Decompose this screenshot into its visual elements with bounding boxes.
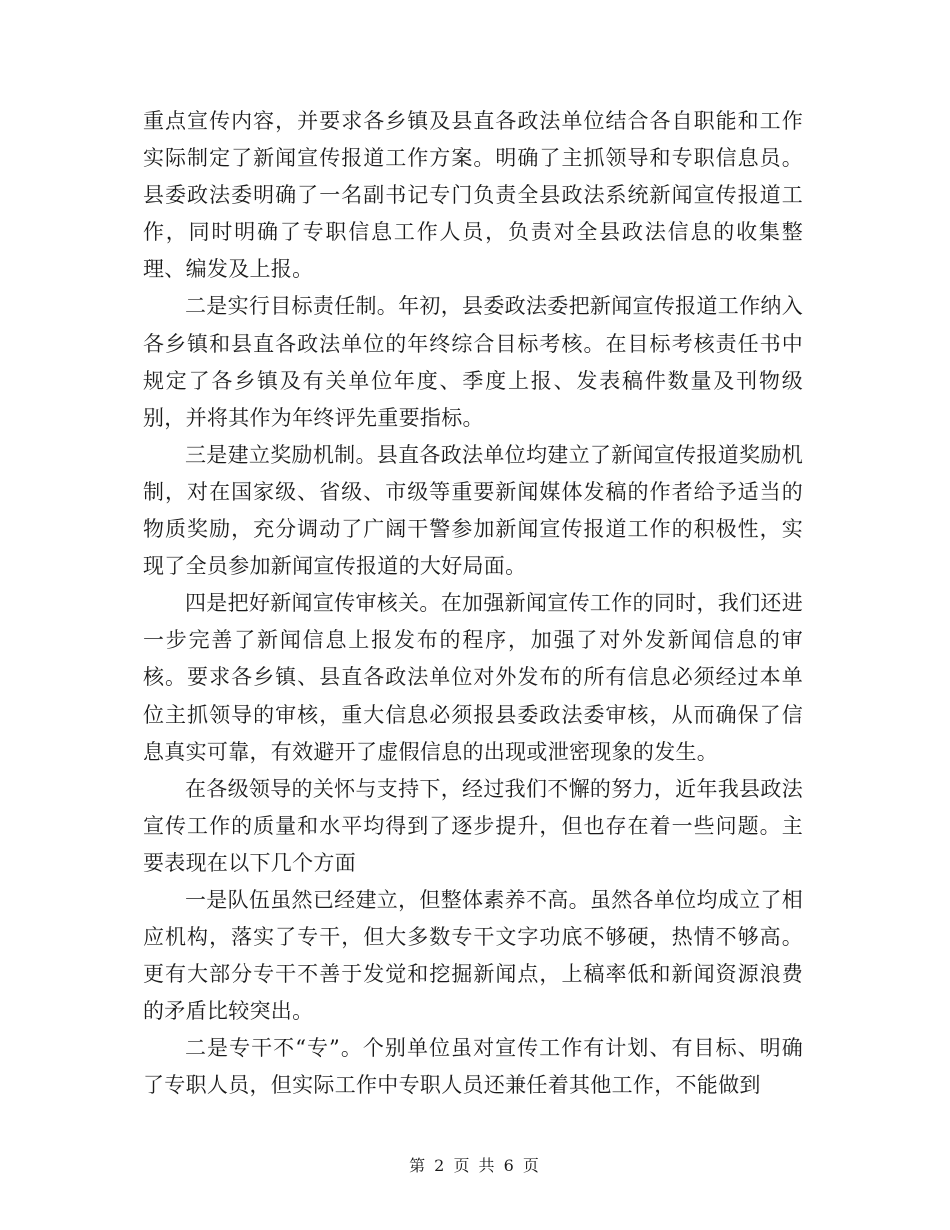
paragraph-7: 二是专干不“专”。个别单位虽对宣传工作有计划、有目标、明确了专职人员，但实际工作中专职人员还兼任着其他工作，不能做到 bbox=[143, 1036, 803, 1098]
paragraph-2: 二是实行目标责任制。年初，县委政法委把新闻宣传报道工作纳入各乡镇和县直各政法单位的年终综合目标考核。在目标考核责任书中规定了各乡镇及有关单位年度、季度上报、发表稿件数量及刊物级别，并将其作为年终评先重要指标。 bbox=[143, 294, 803, 430]
paragraph-5: 在各级领导的关怀与支持下，经过我们不懈的努力，近年我县政法宣传工作的质量和水平均得到了逐步提升，但也存在着一些问题。主要表现在以下几个方面 bbox=[143, 776, 803, 875]
paragraph-1: 重点宣传内容，并要求各乡镇及县直各政法单位结合各自职能和工作实际制定了新闻宣传报道工作方案。明确了主抓领导和专职信息员。县委政法委明确了一名副书记专门负责全县政法系统新闻宣传报道工作，同时明确了专职信息工作人员，负责对全县政法信息的收集整理、编发及上报。 bbox=[143, 109, 803, 282]
paragraph-6: 一是队伍虽然已经建立，但整体素养不高。虽然各单位均成立了相应机构，落实了专干，但大多数专干文字功底不够硬，热情不够高。更有大部分专干不善于发觉和挖掘新闻点，上稿率低和新闻资源浪费的矛盾比较突出。 bbox=[143, 887, 803, 1024]
document-body bbox=[143, 103, 803, 1105]
paragraph-3: 三是建立奖励机制。县直各政法单位均建立了新闻宣传报道奖励机制，对在国家级、省级、市级等重要新闻媒体发稿的作者给予适当的物质奖励，充分调动了广阔干警参加新闻宣传报道工作的积极性，实现了全员参加新闻宣传报道的大好局面。 bbox=[143, 442, 803, 579]
paragraph-4: 四是把好新闻宣传审核关。在加强新闻宣传工作的同时，我们还进一步完善了新闻信息上报发布的程序，加强了对外发新闻信息的审核。要求各乡镇、县直各政法单位对外发布的所有信息必须经过本单位主抓领导的审核，重大信息必须报县委政法委审核，从而确保了信息真实可靠，有效避开了虚假信息的出现或泄密现象的发生。 bbox=[143, 591, 803, 764]
page-footer: 第 2 页 共 6 页 bbox=[409, 1156, 541, 1175]
